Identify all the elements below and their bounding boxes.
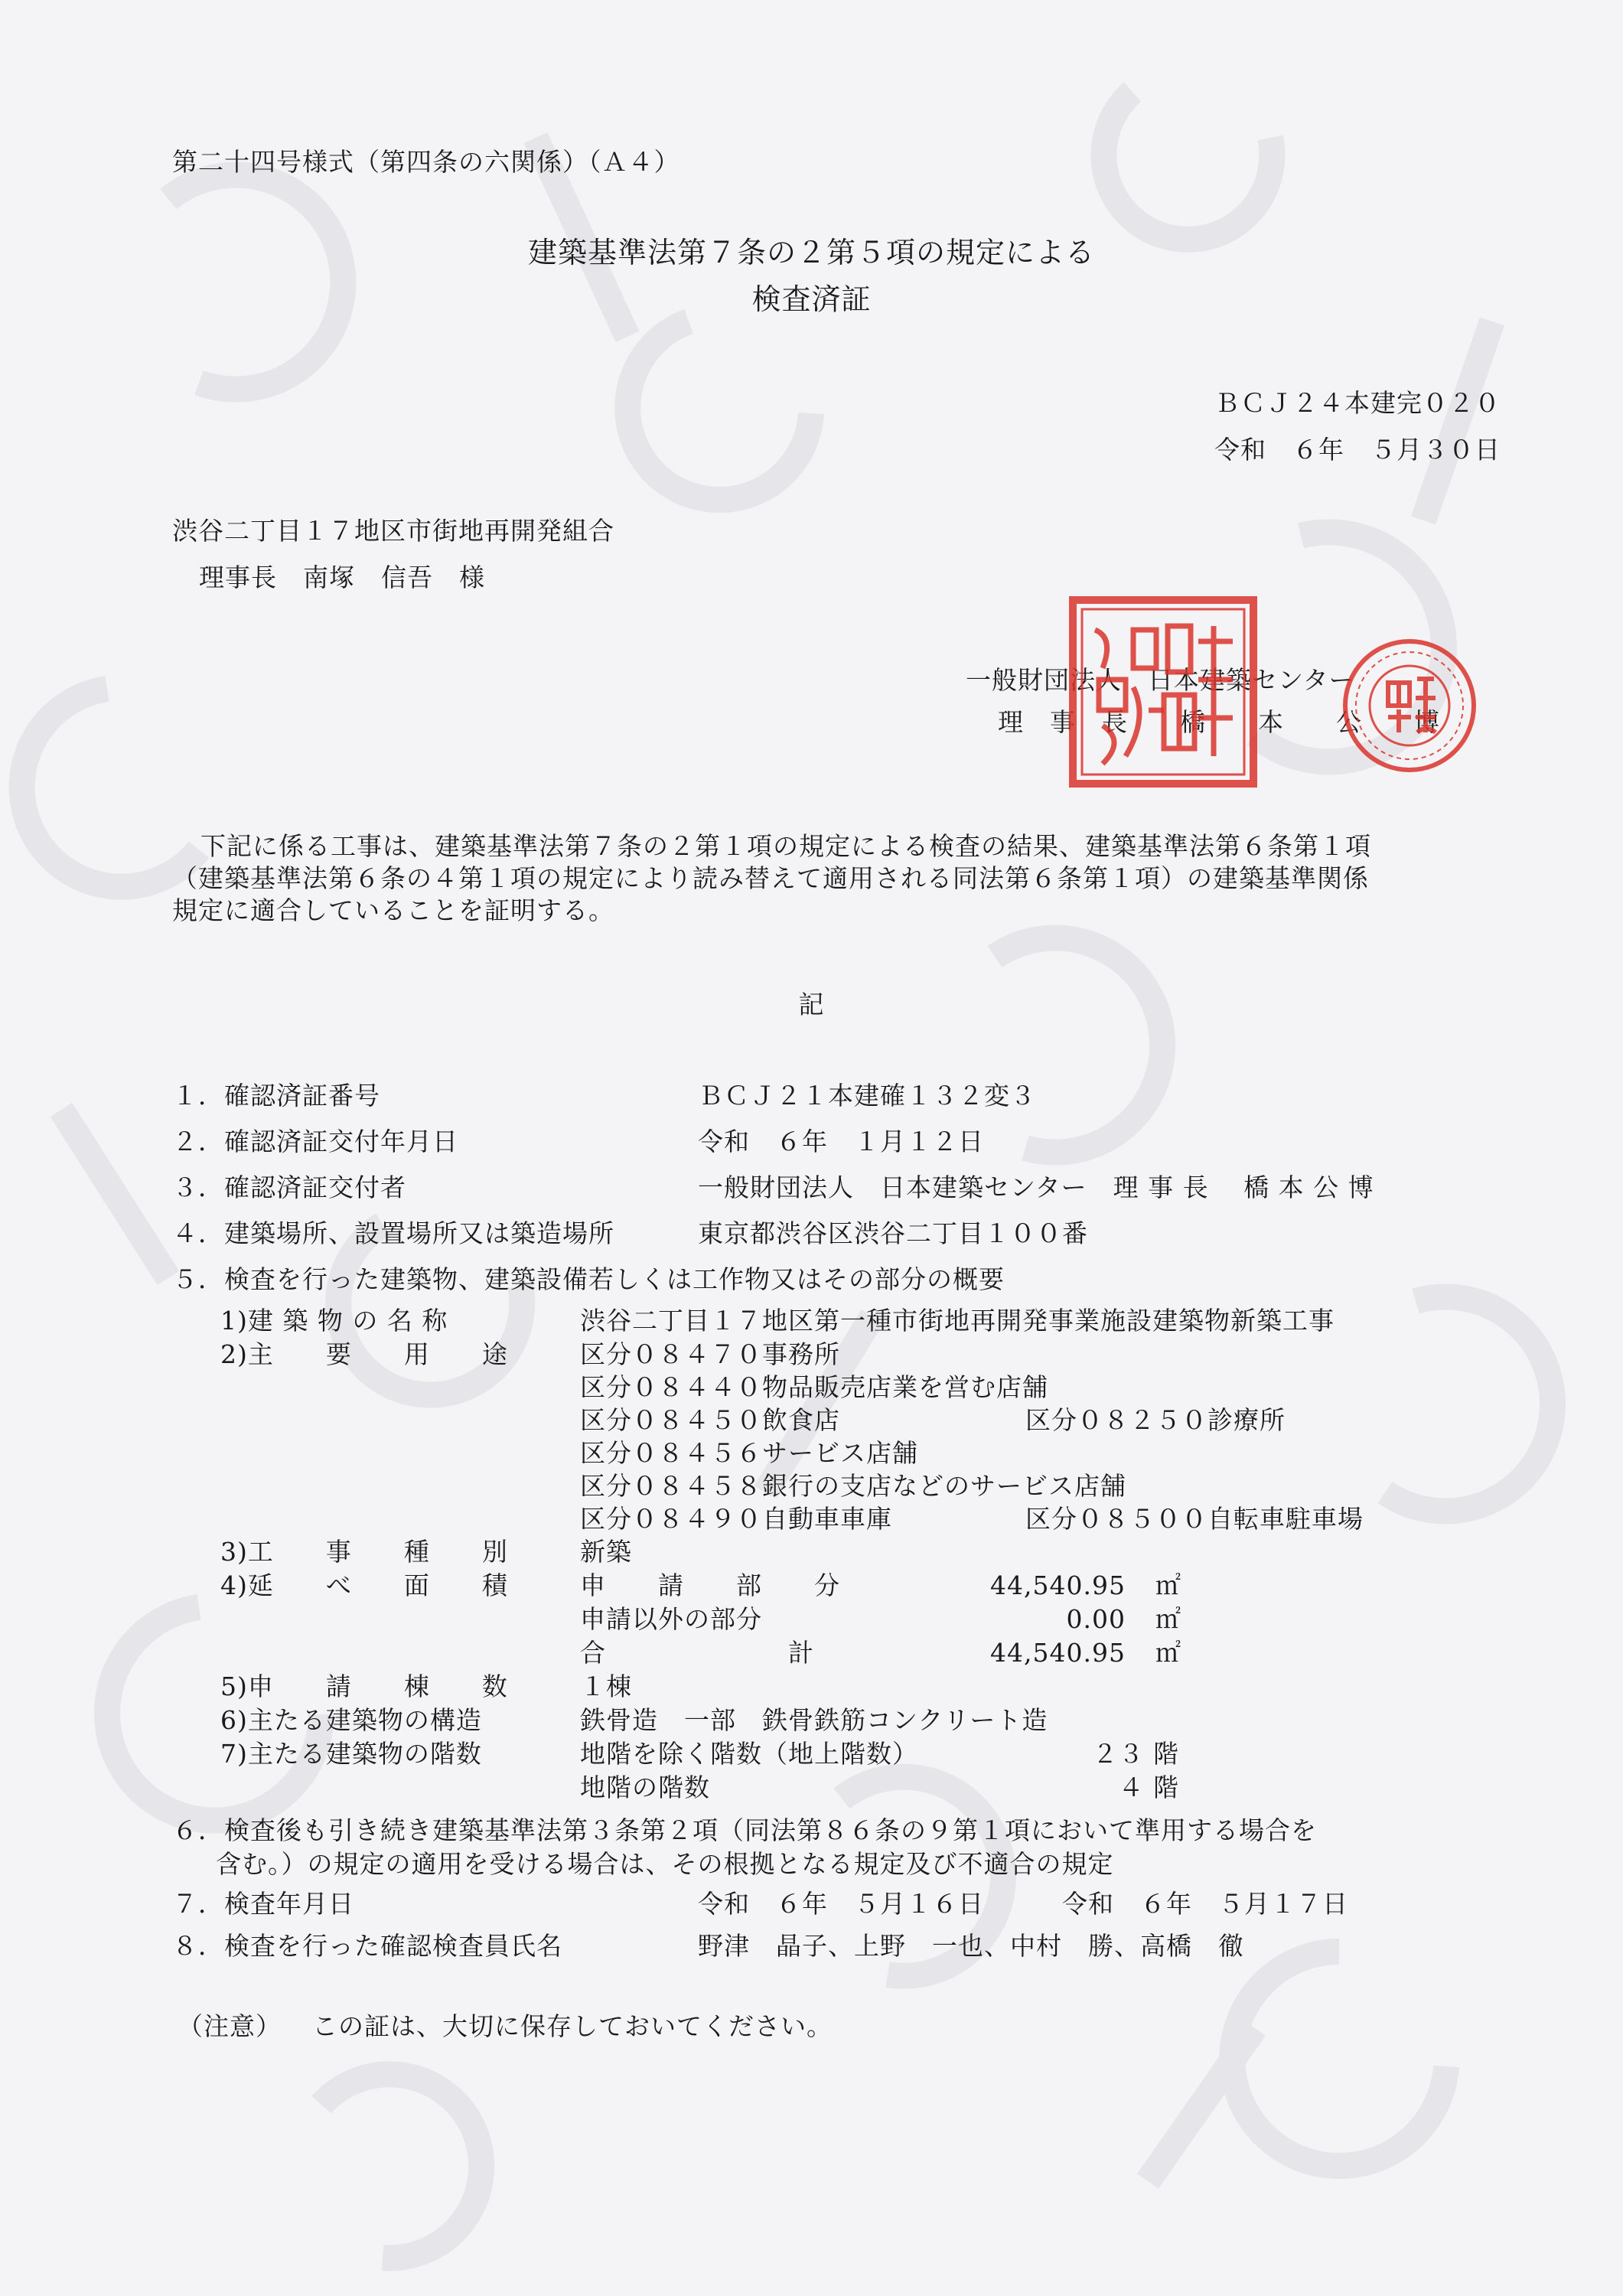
main-use-label: 2)主 要 用 途 — [220, 1339, 508, 1369]
floor-area-row2-value: 0.00 — [1066, 1604, 1126, 1634]
use-6a: 区分０８４９０自動車車庫 — [580, 1504, 892, 1534]
certificate-title: 検査済証 — [751, 282, 872, 316]
form-label: 第二十四号様式（第四条の六関係）（Ａ４） — [172, 147, 680, 177]
item-8-label: ８．検査を行った確認検査員氏名 — [172, 1931, 562, 1961]
note-text: この証は、大切に保存しておいてください。 — [312, 2011, 833, 2041]
item-5-label: ５．検査を行った建築物、建築設備若しくは工作物又はその部分の概要 — [172, 1264, 1005, 1294]
use-1: 区分０８４７０事務所 — [580, 1339, 840, 1369]
floor-area-row1-label: 申 請 部 分 — [580, 1570, 840, 1600]
item-4-value: 東京都渋谷区渋谷二丁目１００番 — [698, 1218, 1088, 1248]
floor-area-row3-unit: ㎡ — [1155, 1638, 1181, 1668]
round-seal — [1341, 637, 1478, 775]
floor-area-row3-value: 44,540.95 — [990, 1638, 1126, 1668]
floor-area-row1-value: 44,540.95 — [990, 1570, 1126, 1600]
item-6-line1: ６．検査後も引き続き建築基準法第３条第２項（同法第８６条の９第１項において準用する場合を — [172, 1815, 1317, 1845]
body-line-1: 下記に係る工事は、建築基準法第７条の２第１項の規定による検査の結果、建築基準法第６条第１項 — [200, 831, 1371, 861]
floors-label: 7)主たる建築物の階数 — [220, 1739, 482, 1769]
floors-below-value: ４ 階 — [1118, 1773, 1179, 1802]
item-2-value: 令和 ６年 １月１２日 — [698, 1127, 984, 1156]
recipient-person: 理事長 南塚 信吾 様 — [199, 563, 485, 592]
item-7-label: ７．検査年月日 — [172, 1889, 354, 1919]
issuer-person: 理 事 長 橋 本 公 博 — [998, 707, 1440, 737]
use-3a: 区分０８４５０飲食店 — [580, 1405, 840, 1435]
floors-below-label: 地階の階数 — [580, 1773, 710, 1802]
item-6-line2: 含む。）の規定の適用を受ける場合は、その根拠となる規定及び不適合の規定 — [216, 1849, 1114, 1879]
structure-label: 6)主たる建築物の構造 — [220, 1705, 482, 1735]
item-1-label: １．確認済証番号 — [172, 1081, 380, 1110]
issue-date: 令和 ６年 ５月３０日 — [1214, 435, 1501, 465]
floor-area-label: 4)延 べ 面 積 — [220, 1570, 508, 1600]
work-type-label: 3)工 事 種 別 — [220, 1537, 508, 1567]
note-label: （注意） — [178, 2011, 282, 2041]
floors-above-label: 地階を除く階数（地上階数） — [580, 1739, 918, 1769]
use-5: 区分０８４５８銀行の支店などのサービス店舗 — [580, 1471, 1126, 1501]
body-line-3: 規定に適合していることを証明する。 — [172, 895, 614, 925]
building-name-label: 1)建 築 物 の 名 称 — [220, 1306, 448, 1336]
recipient-organization: 渋谷二丁目１７地区市街地再開発組合 — [172, 516, 614, 546]
item-3-value: 一般財団法人 日本建築センター 理 事 長 橋 本 公 博 — [698, 1172, 1374, 1202]
issuer-organization: 一般財団法人 日本建築センター — [966, 665, 1355, 695]
certificate-title-line1: 建築基準法第７条の２第５項の規定による — [527, 236, 1095, 269]
item-8-value: 野津 晶子、上野 一也、中村 勝、高橋 徹 — [698, 1931, 1244, 1961]
floor-area-row2-label: 申請以外の部分 — [580, 1604, 762, 1634]
use-3b: 区分０８２５０診療所 — [1025, 1405, 1286, 1435]
certificate-number: ＢＣＪ２４本建完０２０ — [1214, 388, 1501, 418]
body-line-2: （建築基準法第６条の４第１項の規定により読み替えて適用される同法第６条第１項）の建築基準関係 — [172, 863, 1369, 893]
item-7-value: 令和 ６年 ５月１６日 令和 ６年 ５月１７日 — [698, 1889, 1348, 1919]
floor-area-row3-label: 合 計 — [580, 1638, 814, 1668]
structure-value: 鉄骨造 一部 鉄骨鉄筋コンクリート造 — [580, 1705, 1048, 1735]
building-count-label: 5)申 請 棟 数 — [220, 1671, 508, 1701]
use-4: 区分０８４５６サービス店舗 — [580, 1438, 918, 1468]
floor-area-row2-unit: ㎡ — [1155, 1604, 1181, 1634]
item-1-value: ＢＣＪ２１本建確１３２変３ — [698, 1081, 1036, 1110]
item-2-label: ２．確認済証交付年月日 — [172, 1127, 458, 1156]
square-seal — [1068, 595, 1258, 788]
work-type-value: 新築 — [580, 1537, 632, 1567]
item-3-label: ３．確認済証交付者 — [172, 1172, 406, 1202]
use-2: 区分０８４４０物品販売店業を営む店舗 — [580, 1372, 1048, 1402]
floors-above-value: ２３ 階 — [1092, 1739, 1179, 1769]
building-count-value: １棟 — [580, 1671, 632, 1701]
ki-mark: 記 — [798, 990, 825, 1019]
use-6b: 区分０８５００自転車駐車場 — [1025, 1504, 1364, 1534]
building-name-value: 渋谷二丁目１７地区第一種市街地再開発事業施設建築物新築工事 — [580, 1306, 1335, 1336]
item-4-label: ４．建築場所、設置場所又は築造場所 — [172, 1218, 614, 1248]
floor-area-row1-unit: ㎡ — [1155, 1570, 1181, 1600]
